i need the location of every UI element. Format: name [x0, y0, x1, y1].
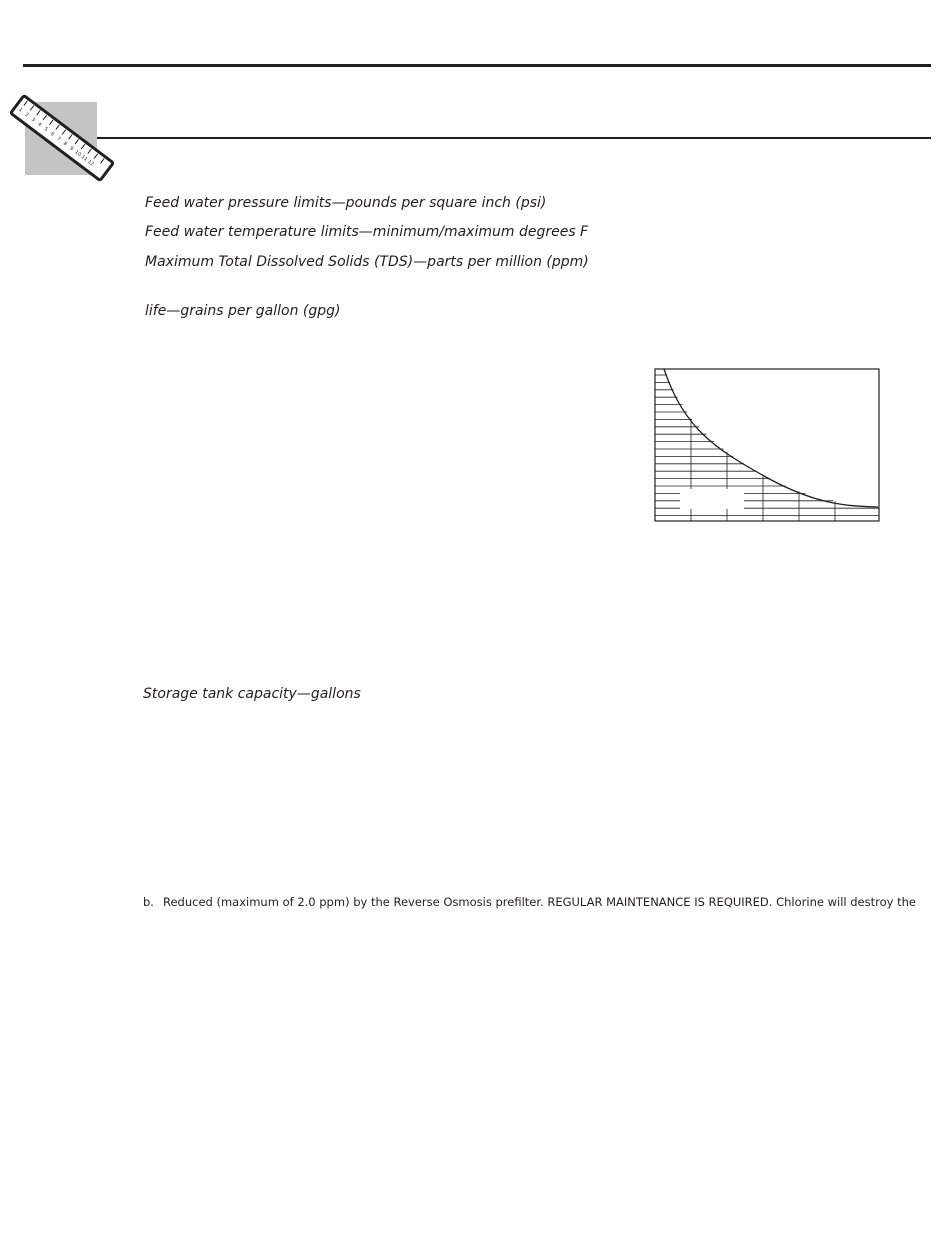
pressure-limits-label: Feed water pressure limits—pounds per square inch (psi) [145, 195, 547, 211]
decline-curve-chart [654, 368, 881, 523]
section-rule [97, 137, 931, 139]
svg-text:12: 12 [86, 158, 95, 168]
footnote-marker: b. [143, 895, 154, 909]
tds-limit-label: Maximum Total Dissolved Solids (TDS)—parts per million (ppm) [145, 254, 589, 270]
svg-text:4: 4 [36, 121, 43, 129]
svg-text:7: 7 [55, 135, 62, 143]
footnote-text: Reduced (maximum of 2.0 ppm) by the Reverse Osmosis prefilter. REGULAR MAINTENANCE IS REQUIRED. Chlorine will destroy the [163, 895, 916, 909]
svg-text:1: 1 [17, 106, 24, 114]
svg-text:11: 11 [79, 154, 89, 163]
storage-capacity-label: Storage tank capacity—gallons [143, 686, 361, 702]
temperature-limits-label: Feed water temperature limits—minimum/maximum degrees F [145, 224, 589, 240]
svg-text:6: 6 [49, 131, 56, 138]
svg-text:5: 5 [42, 126, 49, 133]
header-rule [23, 64, 931, 67]
svg-text:3: 3 [29, 116, 37, 124]
svg-text:2: 2 [23, 111, 30, 119]
svg-text:9: 9 [68, 145, 75, 153]
footnote-b [143, 895, 916, 909]
hardness-life-label: life—grains per gallon (gpg) [145, 303, 341, 319]
chart-label-box [680, 489, 744, 509]
svg-text:10: 10 [73, 149, 83, 158]
svg-text:8: 8 [61, 140, 69, 148]
